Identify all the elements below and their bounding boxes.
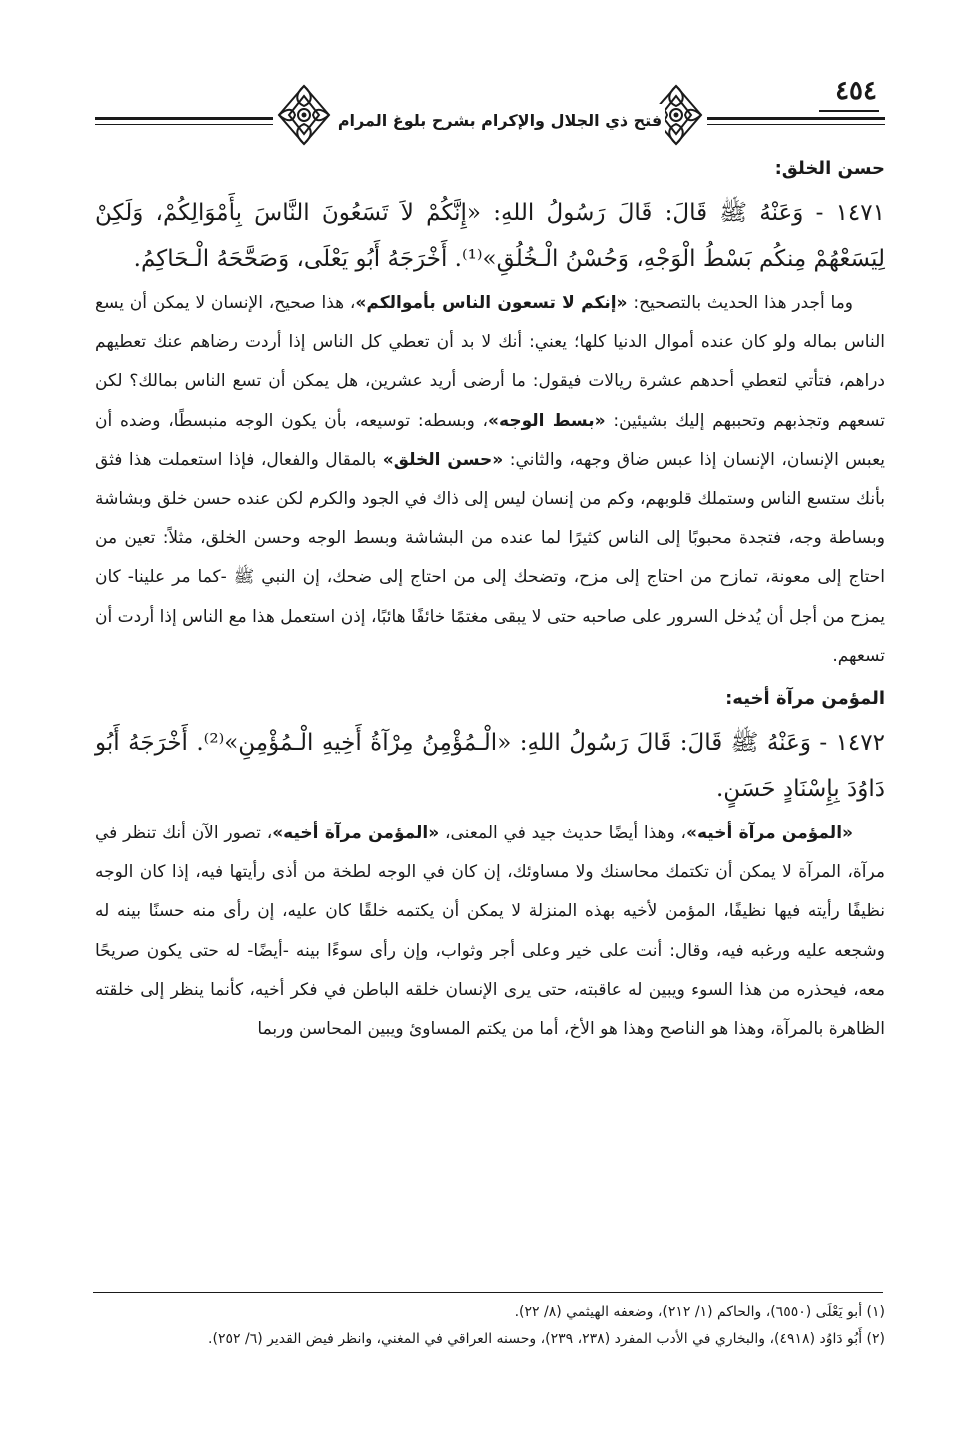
page-number: ٤٥٤: [835, 76, 877, 106]
commentary-paragraph: [95, 814, 885, 1049]
commentary-text: ، وبسطه: توسيعه، بأن يكون الوجه منبسطًا، وضده أن يعبس الإنسان، الإنسان إذا عبس ضاق وجهه، والثاني:: [95, 410, 885, 470]
ornament-left-icon: [273, 82, 335, 148]
commentary-text: ، وهذا أيضًا حديث جيد في المعنى،: [445, 823, 686, 844]
footnotes: [95, 1299, 885, 1353]
main-content: [95, 152, 885, 1049]
commentary-text: بالمقال والفعال، فإذا استعملت هذا فثق بأنك ستسع الناس وستملك قلوبهم، وكم من إنسان ليس إلى ذاك في الجود والكرم لكن عنده حسن خلق وبشاشة وبساطة وجه، فتجدة محبوبًا إلى الناس كثيرًا لما عنده من البشاشة وبسط الوجه وحسن الخلق، مثلاً: تعين من احتاج إلى معونة، تمازح من احتاج إلى مزح، وتضحك إلى من احتاج إلى ضحك، إن النبي ﷺ -كما مر علينا- كان يمزح من أجل أن يُدخل السرور على صاحبه حتى لا يبقى مغتمًا خائفًا هائبًا، إذن استعمل هذا مع الناس إذا أردت أن تسعهم.: [95, 449, 885, 666]
running-header: [95, 70, 885, 150]
book-title: فتح ذي الجلال والإكرام بشرح بلوغ المرام: [337, 111, 663, 130]
book-title-box: [335, 104, 665, 138]
hadith-text: ١٤٧١ - وَعَنْهُ ﷺ قَالَ: قَالَ رَسُولُ اللهِ: «إِنَّكُمْ لاَ تَسَعُونَ النَّاسَ بِأَمْوَالِكُمْ، وَلَكِنْ لِيَسَعْهُمْ مِنكُم بَسْطُ الْوَجْهِ، وَحُسْنُ الْـخُلُقِ»⁽¹⁾. أَخْرَجَهُ أَبُو يَعْلَى، وَصَحَّحَهُ الْـحَاكِمُ.: [95, 200, 885, 272]
hadith-quote: «المؤمن مرآة أخيه»: [272, 823, 440, 844]
hadith-quote: «بسط الوجه»: [488, 410, 606, 431]
page-number-underline: [819, 110, 879, 112]
hadith-text: ١٤٧٢ - وَعَنْهُ ﷺ قَالَ: قَالَ رَسُولُ اللهِ: «الْـمُؤْمِنُ مِرْآةُ أَخِيهِ الْـمُؤْمِنِ»⁽²⁾. أَخْرَجَهُ أَبُو دَاوُدَ بِإِسْنَادٍ حَسَنٍ.: [95, 730, 885, 803]
hadith-quote: «المؤمن مرآة أخيه»: [686, 823, 853, 844]
footnote-divider: [93, 1292, 883, 1293]
commentary-text: ، تصور الآن أنك تنظر في مرآة، المرآة لا يمكن أن تكتمك محاسنك ولا مساوئك، إن كان في الوجه لطخة من أذى رأيتها فيه، إذا كان الوجه نظيفًا رأيته فيها نظيفًا، المؤمن لأخيه بهذه المنزلة لا يمكن أن يكتمه خلقًا كان عليه، إن رأى منه حسنًا بينه له وشجعه عليه ورغبه فيه، وقال: أنت على خير وعلى أجر وثواب، وإن رأى سوءًا بينه -أيضًا- له حتى يكون صريحًا معه، فيحذره من هذا السوء ويبين له عاقبته، حتى يرى الإنسان خلقه الباطن في فكر أخيه، كأنما ينظر إلى خلقته الظاهرة بالمرآة، وهذا هو الناصح وهذا هو الأخ، أما من يكتم المساوئ ويبين المحاسن وربما: [95, 823, 885, 1040]
footnote: (٢) أَبُو دَاوُد (٤٩١٨)، والبخاري في الأدب المفرد (٢٣٨، ٢٣٩)، وحسنه العراقي في المغني، وانظر فيض القدير (٦/ ٢٥٢).: [208, 1331, 885, 1347]
commentary-text: ، هذا صحيح، الإنسان لا يمكن أن يسع الناس بماله ولو كان عنده أموال الدنيا كلها؛ يعني: أنك لا بد أن تعطي كل الناس إذا أردت رضاهم عنك تعطيهم دراهم، فتأتي لتعطي أحدهم عشرة ريالات فيقول: ما أرضى أريد عشرين، هل يمكن أن تسع الناس بمالك؟ لكن تسعهم وتجذبهم وتحببهم إليك بشيئين:: [95, 293, 886, 431]
section-heading: حسن الخلق:: [774, 158, 885, 179]
commentary-text: وما أجدر هذا الحديث بالتصحيح:: [633, 293, 854, 313]
section-heading: المؤمن مرآة أخيه:: [725, 688, 885, 710]
hadith-quote: «إنكم لا تسعون الناس بأموالكم»: [355, 293, 628, 313]
hadith-quote: «حسن الخلق»: [382, 449, 504, 470]
footnote: (١) أبو يَعْلَى (٦٥٥٠)، والحاكم (١/ ٢١٢)، وضعفه الهيثمي (٨/ ٢٢).: [514, 1304, 885, 1320]
commentary-paragraph: [95, 284, 885, 676]
